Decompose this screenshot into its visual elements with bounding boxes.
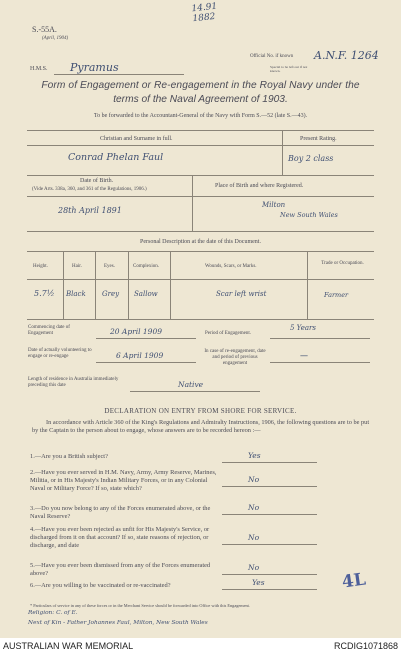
period-label: Period of Engagement.	[205, 331, 251, 336]
complexion-value: Sallow	[134, 290, 158, 298]
question-4: 4.—Have you ever been rejected as unfit for His Majesty's Service, or discharged from it on that account? If so, state reasons of rejection, or discharge, and date	[30, 526, 210, 549]
trade-value: Farmer	[324, 291, 349, 299]
forward-note: To be forwarded to the Accountant-General of the Navy with Form S.—52 (late S.—43).	[93, 113, 308, 119]
bottom-annotation-2: Next of Kin - Father Johannes Faul, Milton, New South Wales	[28, 620, 208, 626]
commencing-value: 20 April 1909	[110, 327, 162, 336]
question-2: 2.—Have you ever served in H.M. Navy, Army, Army Reserve, Marines, Militia, or in His Majesty's Indian Military Forces, or in any Colonial Naval or Military Force? If so, state which?	[30, 469, 217, 492]
hair-value: Black	[66, 290, 86, 298]
commencing-label: Commencing date of Engagement	[28, 325, 70, 336]
residence-label: Length of residence in Australia immediately preceding this date	[28, 377, 119, 388]
volunteering-value: 6 April 1909	[116, 351, 164, 360]
answer-3: No	[248, 503, 260, 512]
margin-initials: 4L	[340, 569, 368, 593]
official-no-value: A.N.F. 1264	[314, 49, 379, 62]
answer-2: No	[248, 475, 260, 484]
official-no-label: Official No. if known	[250, 54, 294, 59]
answer-5: No	[248, 563, 260, 572]
answer-4: No	[248, 533, 260, 542]
footer-bar	[0, 638, 401, 654]
form-title-line1: Form of Engagement or Re-engagement in the Royal Navy under the	[41, 80, 360, 91]
footer-source: AUSTRALIAN WAR MEMORIAL	[3, 641, 134, 651]
declaration-title: DECLARATION ON ENTRY FROM SHORE FOR SERVICE.	[104, 407, 297, 415]
question-5: 5.—Have you ever been dismissed from any of the Forces enumerated above?	[30, 562, 211, 577]
col-marks-header: Wounds, Scars, or Marks.	[205, 264, 257, 269]
col-hair-header: Hair.	[72, 264, 82, 269]
footnote: * Particulars of service in any of these forces or in the Merchant Service should be forwarded into Office with this Engagement.	[30, 603, 250, 608]
ship-note: Special to be left out if not known.	[270, 65, 308, 73]
residence-value: Native	[178, 380, 204, 389]
birthplace-state: New South Wales	[280, 211, 338, 219]
birthplace-header: Place of Birth and where Registered.	[215, 183, 304, 189]
form-date: (April, 1904)	[42, 36, 69, 41]
col-height-header: Height.	[33, 264, 48, 269]
form-number: S.-55A.	[32, 25, 57, 34]
height-value: 5.7½	[34, 289, 55, 298]
hms-label: H.M.S.	[30, 66, 48, 72]
name-value: Conrad Phelan Faul	[68, 152, 164, 163]
birthplace-town: Milton	[262, 201, 286, 209]
top-annotation: 14.91 1882	[191, 1, 218, 25]
dob-subheader: (Vide Arts. 338a, 360, and 361 of the Regulations, 1906.)	[32, 187, 147, 192]
volunteering-label: Date of actually volunteering to engage or re-engage	[28, 348, 92, 359]
dob-value: 28th April 1891	[58, 206, 122, 215]
col-eyes-header: Eyes.	[104, 264, 115, 269]
eyes-value: Grey	[102, 290, 120, 298]
question-1: 1.—Are you a British subject?	[30, 453, 108, 460]
answer-6: Yes	[252, 578, 265, 587]
ship-name: Pyramus	[70, 61, 119, 74]
col-trade-header: Trade or Occupation.	[321, 261, 364, 266]
marks-value: Scar left wrist	[216, 290, 267, 298]
col-complexion-header: Complexion.	[133, 264, 159, 269]
bottom-annotation-1: Religion: C. of E.	[28, 610, 78, 616]
footer-record-id: RCDIG1071868	[333, 641, 398, 651]
period-value: 5 Years	[290, 324, 316, 332]
personal-header: Personal Description at the date of this Document.	[140, 239, 261, 245]
rating-header: Present Rating.	[300, 136, 337, 142]
answer-1: Yes	[248, 451, 261, 460]
declaration-intro: In accordance with Article 360 of the King's Regulations and Admiralty Instructions, 1906, the following questions are to be put by the Captain to the person about to engage, whose answers are to be recorded hereon :—	[32, 419, 370, 434]
name-header: Christian and Surname in full.	[100, 136, 173, 142]
question-6: 6.—Are you willing to be vaccinated or re-vaccinated?	[30, 582, 171, 589]
question-3: 3.—Do you now belong to any of the Forces enumerated above, or the Naval Reserve?	[30, 505, 211, 520]
form-title-line2: terms of the Naval Agreement of 1903.	[113, 94, 288, 105]
dob-header: Date of Birth.	[80, 178, 114, 184]
reengagement-value: —	[300, 351, 308, 360]
rating-value: Boy 2 class	[288, 154, 334, 163]
reengagement-label: In case of re-engagement, date and period of previous engagement	[204, 349, 266, 366]
